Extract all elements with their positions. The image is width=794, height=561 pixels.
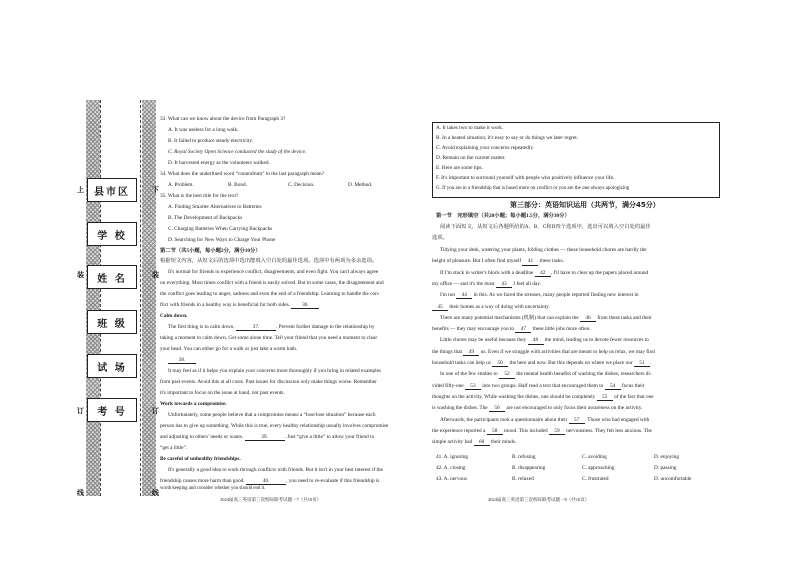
cloze-text: mood. This included — [502, 427, 549, 434]
cloze-text: in this. As we faced the stresses, many people reported finding new interest in — [472, 292, 639, 299]
passage-line-14-text: and adjusting to others' needs or wants. — [160, 434, 244, 440]
passage-line-13: person has to give up something. While this is true, every healthy relationship usually involves compromise — [160, 423, 389, 429]
cloze-blank[interactable]: 59 — [549, 429, 565, 435]
cloze-text: benefits — they may encourage you to — [432, 326, 516, 333]
choice-41-d[interactable]: D. enjoying — [654, 454, 680, 460]
section-2-instructions: 根据短文内容，从短文后的选项中选出能填入空白处的最佳选项。选项中有两项为多余选项。 — [160, 258, 378, 264]
cloze-text: the experience reported a — [432, 427, 487, 434]
mark-zhuang: 装 — [77, 271, 84, 279]
q35-option-b: B. The Development of Backpacks — [168, 215, 243, 221]
cloze-blank[interactable]: 47 — [515, 327, 531, 333]
cloze-text: I feel all day. — [511, 280, 541, 287]
cloze-text: nervousness. They felt less anxious. The — [564, 427, 652, 434]
cloze-blank[interactable]: 53 — [465, 384, 481, 390]
cloze-line — [440, 293, 639, 299]
q33-option-c: C. Royal Society Open Science conducted the study of the device. — [168, 149, 307, 155]
cloze-text: these tasks. — [538, 258, 564, 265]
passage-line-4-text: flict with friends in a healthy way is beneficial for both sides. — [160, 302, 291, 308]
cloze-line — [440, 338, 649, 344]
q34-option-c: C. Decision. — [288, 182, 315, 188]
cloze-text: simple activity had — [432, 439, 474, 446]
cloze-line — [440, 271, 648, 277]
blank-39[interactable]: 39. — [245, 435, 285, 441]
choice-41-b[interactable]: B. refusing — [512, 454, 536, 460]
cloze-line — [432, 361, 651, 367]
q33-stem: 33. What can we know about the device from Paragraph 3? — [160, 116, 286, 122]
field-county[interactable]: 县市区 — [87, 178, 137, 202]
cloze-text: their homes as a way of doing with uncertainty. — [448, 303, 550, 310]
q34-option-b: B. Bond. — [228, 182, 247, 188]
cloze-line — [440, 316, 652, 322]
cloze-blank[interactable]: 41 — [522, 259, 538, 265]
passage-line-3: the conflict goes leading to anger, sadness and even the end of a friendship. Learning to handle the con- — [160, 291, 380, 297]
field-exam-number[interactable]: 考 号 — [87, 398, 137, 422]
cloze-text: , I'll have to clear up the papers placed around — [550, 269, 649, 276]
cloze-line — [432, 384, 645, 390]
cloze-text: of the fact that one — [612, 393, 654, 400]
cloze-blank[interactable]: 57 — [569, 418, 585, 424]
choice-43-b[interactable]: B. relaxed — [512, 476, 534, 482]
cloze-text: . Those who had engaged with — [584, 416, 650, 423]
cloze-blank[interactable]: 44 — [456, 293, 472, 299]
choice-42-c[interactable]: C. approaching — [582, 465, 615, 471]
section-1-title: 第一节 完形填空（共20小题；每小题1.5分，满分30分） — [436, 213, 570, 219]
choice-43-c[interactable]: C. frustrated — [582, 476, 609, 482]
cloze-instructions-2: 选项。 — [432, 235, 448, 241]
cloze-text: the mind, leading us to devote fewer resources to — [543, 337, 649, 344]
passage-line-7: your head. You can either go for a walk or just take a warm bath. — [160, 346, 298, 352]
q34-stem: 34. What does the underlined word “conundrum” in the last paragraph mean? — [160, 171, 325, 177]
blank-37[interactable]: 37. — [236, 325, 276, 331]
choice-42-d[interactable]: D. passing — [654, 465, 677, 471]
cloze-blank[interactable]: 45 — [432, 305, 448, 311]
box-option-e: E. Here are some tips. — [436, 165, 483, 171]
heading-compromise: Work towards a compromise. — [160, 401, 227, 407]
box-option-b: B. In a heated situation, it's easy to say or do things we later regret. — [436, 135, 579, 141]
cloze-blank[interactable]: 46 — [580, 316, 596, 322]
cloze-blank[interactable]: 56 — [489, 406, 505, 412]
heading-calm-down: Calm down. — [160, 313, 188, 319]
passage-line-16: It's generally a good idea to work through conflicts with friends. But it isn't in your best interest if the — [168, 467, 383, 473]
cloze-text: us. Even if we struggle with activities that are meant to help us relax, we may find — [479, 348, 655, 355]
right-page — [432, 0, 732, 561]
mark-top-left: 上 — [77, 186, 84, 194]
hatch-column-left — [86, 100, 100, 496]
cloze-line — [440, 372, 652, 378]
cloze-text: from these tasks and their — [596, 314, 652, 321]
blank-40[interactable]: 40. — [246, 479, 286, 485]
box-option-f: F. It's important to surround yourself with people who positively influence your life. — [436, 175, 615, 181]
right-page-footer: 2024届高三英语第三次校际联考试题一8（共10页） — [488, 497, 590, 502]
cloze-text: thoughts on the activity. While washing the dishes, one should be completely — [432, 393, 597, 400]
cloze-text: . — [650, 360, 652, 366]
passage-line-11: it's important to focus on the issue at hand, not past events. — [160, 390, 285, 396]
cloze-text: In one of the few studies to — [440, 371, 499, 378]
cloze-blank[interactable]: 60 — [474, 440, 490, 446]
q35-stem: 35. What is the best title for the text? — [160, 193, 239, 199]
cloze-blank[interactable]: 55 — [597, 395, 613, 401]
cloze-text: these little jobs more often. — [531, 326, 591, 333]
q33-option-a: A. It was useless for a long walk. — [168, 127, 239, 133]
cloze-blank[interactable]: 51 — [634, 361, 650, 367]
heading-unhealthy: Be careful of unhealthy friendships. — [160, 456, 241, 462]
cloze-text: my office — and it's the most — [432, 280, 496, 287]
choice-43-d[interactable]: D. uncomfortable — [654, 476, 692, 482]
cloze-blank[interactable]: 54 — [605, 384, 621, 390]
cloze-line — [440, 248, 647, 253]
cloze-line — [432, 440, 516, 446]
cloze-text: the things that — [432, 348, 464, 355]
cloze-text: the here and now. But this depends on where we place our — [508, 360, 635, 366]
passage-line-18: worth keeping and consider whether you should end it. — [160, 486, 266, 491]
mark-zhuang-right: 装 — [152, 271, 159, 279]
left-page-footer: 2024届高三英语第三次校际联考试题一7（共10页） — [220, 497, 322, 502]
passage-line-5-tail: . Prevent further damage to the relationship by — [275, 324, 375, 330]
cloze-text: focus their — [620, 382, 645, 389]
passage-line-9: It may feel as if it helps you explain your concerns more thoroughly if you bring in related examples — [168, 368, 381, 374]
cloze-blank[interactable]: 48 — [528, 338, 544, 344]
cloze-blank[interactable]: 42 — [535, 271, 551, 277]
passage-line-1: It's normal for friends to experience conflict, disagreements, and even fight. You can't always agree — [168, 269, 379, 275]
mark-xian-right: 线 — [152, 489, 159, 497]
cloze-line — [440, 418, 649, 424]
cloze-line — [432, 406, 642, 412]
cloze-blank[interactable]: 50 — [492, 361, 508, 367]
q33-option-b: B. It failed to produce steady electricity. — [168, 138, 253, 144]
choice-42-a[interactable]: 42. A. closing — [436, 465, 466, 471]
field-school[interactable]: 学 校 — [87, 222, 137, 246]
box-option-a: A. It takes two to make it work. — [436, 125, 504, 131]
q33-option-d: D. It harvested energy as the volunteers walked. — [168, 160, 270, 166]
cloze-line — [432, 429, 652, 435]
left-page — [160, 0, 416, 561]
cloze-line — [432, 259, 564, 265]
passage-line-4 — [160, 303, 319, 309]
cloze-blank[interactable]: 49 — [463, 350, 479, 356]
passage-line-17-tail: , you need to re-evaluate if this friendship is — [286, 478, 380, 484]
passage-line-12: Unfortunately, some people believe that a compromise means a “lose/lose situation” because each — [168, 412, 376, 418]
cloze-line — [432, 350, 655, 356]
cloze-text: their minds. — [489, 439, 517, 446]
cloze-line — [432, 327, 591, 333]
mark-ding-right: 订 — [152, 407, 159, 415]
hatch-column-right — [142, 100, 156, 496]
part-3-title: 第三部分：英语知识运用（共两节，满分45分） — [510, 201, 660, 209]
mark-xian-left: 线 — [77, 489, 84, 497]
cut-line-left — [100, 100, 101, 496]
box-option-c: C. Avoid explaining your concerns repeatedly. — [436, 145, 534, 151]
passage-line-5-text: The first thing is to calm down. — [168, 324, 235, 330]
cloze-text: household tasks can help us — [432, 360, 493, 366]
box-option-g: G. If you are in a friendship that is based more on conflict or you are the one always apologizing — [436, 186, 630, 191]
cloze-line — [432, 395, 654, 401]
passage-line-17 — [160, 479, 379, 485]
cloze-text: vided fifty-one — [432, 382, 465, 389]
passage-line-8 — [168, 358, 196, 364]
cloze-text: into two groups. Half read a text that encouraged them to — [480, 382, 605, 389]
box-option-d: D. Remain on the current matter. — [436, 155, 506, 161]
cut-line-right — [140, 100, 141, 496]
cloze-text: There are many potential mechanisms (机制) that can explain the — [440, 314, 581, 321]
cloze-blank[interactable]: 52 — [499, 372, 515, 378]
cloze-text: Afterwards, the participants took a questionnaire about their — [440, 416, 569, 423]
passage-line-2: on everything. Most times conflict with a friend is easily solved. But in some cases, the disagreement and — [160, 280, 384, 286]
passage-line-14-tail: . Just “give a little” to allow your friend to — [284, 434, 375, 440]
cloze-text: is washing the dishes. The — [432, 405, 489, 412]
blank-36[interactable]: 36. — [291, 303, 319, 309]
q35-option-d: D. Searching for New Ways to Charge Your Phone — [168, 237, 276, 243]
passage-line-5 — [168, 325, 375, 331]
choice-43-a[interactable]: 43. A. nervous — [436, 476, 467, 482]
field-name[interactable]: 姓 名 — [87, 265, 137, 289]
passage-line-17-text: friendship causes more harm than good. — [160, 478, 245, 484]
cloze-text: Tidying your desk, watering your plants, folding clothes — these household chores are hardly the — [440, 247, 647, 253]
q34-option-d: D. Method. — [348, 182, 373, 188]
choice-41-a[interactable]: 41. A. ignoring — [436, 454, 469, 460]
cloze-blank[interactable]: 43 — [496, 282, 512, 288]
cloze-text: height of pleasure. But I often find myself — [432, 258, 523, 265]
cloze-instructions-1: 阅读下面短文，从短文后各题所给的A、B、C和D四个选项中，选出可以填入空白处的最佳 — [440, 224, 651, 230]
mark-ding-left: 订 — [77, 407, 84, 415]
passage-line-6: taking a moment to calm down. Get some alone time. Tell your friend that you need a moment to clear — [160, 335, 378, 341]
choice-41-c[interactable]: C. avoiding — [582, 454, 607, 460]
blank-38[interactable]: 38. — [168, 358, 196, 364]
section-2-title: 第二节（共5小题，每小题2分，满分10分） — [160, 248, 261, 254]
cloze-line — [432, 305, 550, 311]
cloze-line — [432, 282, 541, 288]
field-class[interactable]: 班 级 — [87, 310, 137, 334]
q34-option-a: A. Problem. — [168, 182, 194, 188]
q35-option-c: C. Charging Batteries When Carrying Backpacks — [168, 226, 273, 232]
cloze-text: the mental health benefits of washing the dishes, researchers di- — [515, 371, 652, 378]
cloze-text: Little chores may be useful because they — [440, 337, 528, 344]
cloze-text: If I'm stuck in writer's block with a deadline — [440, 269, 535, 276]
cloze-text: I'm not — [440, 292, 457, 299]
mark-top-right: 下 — [152, 186, 159, 194]
q35-option-a: A. Finding Smarter Alternatives to Batteries — [168, 204, 262, 210]
cloze-blank[interactable]: 58 — [487, 429, 503, 435]
cloze-text: are not encouraged to only focus their awareness on the activity. — [505, 405, 643, 412]
field-exam-room[interactable]: 试 场 — [87, 354, 137, 378]
passage-line-14 — [160, 435, 374, 441]
choice-42-b[interactable]: B. disappearing — [512, 465, 546, 471]
passage-line-10: from past events. Avoid this at all costs. Past issues for discussion only make things worse. Remember — [160, 379, 377, 385]
passage-line-15: “get a little”. — [160, 445, 188, 451]
